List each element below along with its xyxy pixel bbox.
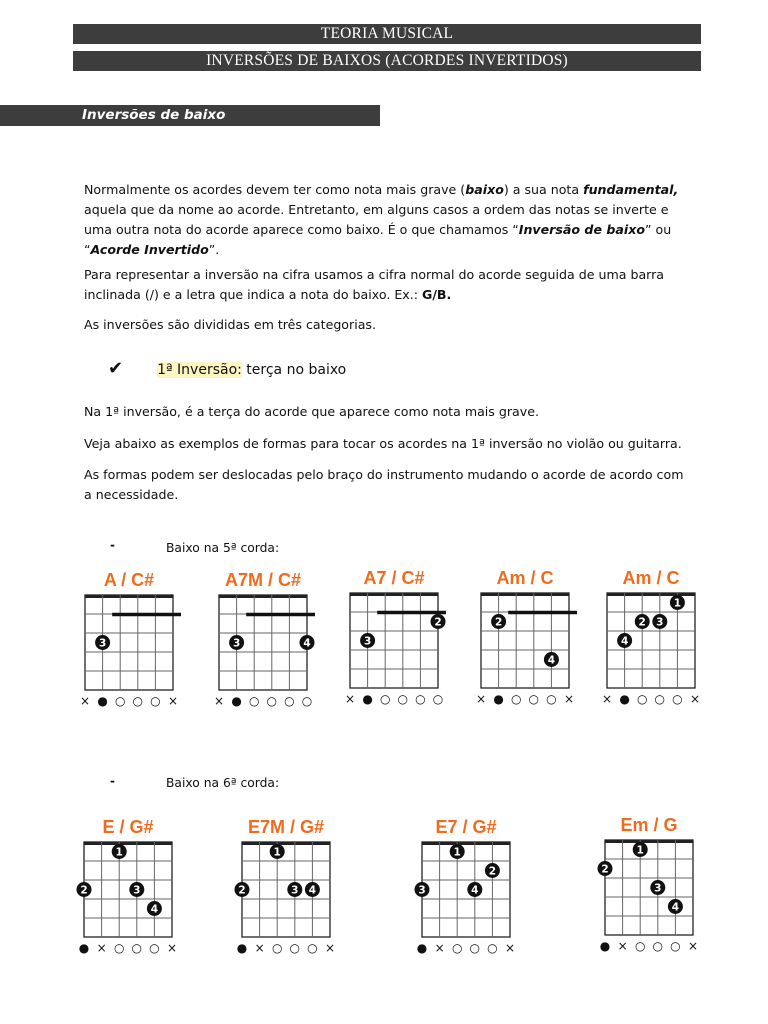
first-inversion-paragraph-3: As formas podem ser deslocadas pelo braço do instrumento mudando o acorde de acordo com a necessidade. — [84, 467, 684, 502]
string-marker: ○ — [510, 692, 522, 706]
finger-number: 4 — [150, 903, 159, 916]
chord-name: A7 / C# — [363, 568, 425, 588]
string-marker: × — [689, 692, 701, 706]
finger-number: 3 — [98, 637, 107, 650]
string-marker: ○ — [546, 692, 557, 706]
string-marker: ○ — [634, 939, 646, 953]
string-marker: ○ — [131, 941, 143, 955]
string-marker: ○ — [469, 941, 481, 955]
finger-number: 2 — [488, 865, 497, 878]
finger-number: 4 — [671, 901, 680, 914]
finger-number: 1 — [273, 846, 281, 859]
string-marker: ○ — [271, 941, 283, 955]
finger-number: 3 — [363, 635, 372, 648]
string-marker: ○ — [379, 692, 391, 706]
string-marker: × — [601, 692, 613, 706]
string-marker: ○ — [654, 692, 666, 706]
bullet-dash-5th-string: - — [110, 538, 115, 552]
string-marker: × — [687, 939, 699, 953]
bullet-dash-6th-string: - — [110, 774, 115, 788]
fretboard — [84, 842, 172, 937]
string-marker: × — [563, 692, 575, 706]
string-marker: ○ — [113, 941, 125, 955]
header-subtitle: INVERSÕES DE BAIXOS (ACORDES INVERTIDOS) — [73, 51, 701, 71]
group-label-6th-string: Baixo na 6ª corda: — [166, 776, 280, 790]
string-marker: ○ — [266, 694, 278, 708]
string-marker: × — [434, 941, 445, 955]
string-marker: ● — [493, 692, 504, 706]
finger-number: 2 — [601, 863, 609, 876]
string-marker: ○ — [397, 692, 409, 706]
check-icon: ✔ — [108, 358, 124, 379]
finger-number: 2 — [494, 616, 503, 629]
header-title: TEORIA MUSICAL — [73, 24, 701, 44]
first-inversion-paragraph-1: Na 1ª inversão, é a terça do acorde que aparece como nota mais grave. — [84, 404, 539, 419]
string-marker: ○ — [114, 694, 126, 708]
string-marker: ○ — [307, 941, 318, 955]
chord-name: E7 / G# — [435, 817, 497, 837]
string-marker: ○ — [636, 692, 648, 706]
group-label-5th-string: Baixo na 5ª corda: — [166, 541, 280, 555]
string-marker: ○ — [670, 939, 681, 953]
string-marker: × — [475, 692, 487, 706]
string-marker: × — [96, 941, 107, 955]
string-marker: ● — [236, 941, 248, 955]
finger-number: 1 — [636, 844, 644, 857]
finger-number: 1 — [453, 846, 461, 859]
chord-name: Em / G — [620, 815, 678, 835]
string-marker: ○ — [301, 694, 313, 708]
string-marker: ● — [97, 694, 108, 708]
string-marker: ● — [362, 692, 373, 706]
string-marker: × — [254, 941, 265, 955]
finger-number: 4 — [303, 637, 311, 650]
string-marker: × — [344, 692, 356, 706]
chord-diagram-row2-3 — [415, 817, 516, 955]
finger-number: 4 — [620, 635, 629, 648]
finger-number: 3 — [654, 882, 662, 895]
first-inversion-paragraph-2: Veja abaixo as exemplos de formas para tocar os acordes na 1ª inversão no violão ou guitarra. — [84, 436, 682, 451]
string-marker: × — [324, 941, 336, 955]
string-marker: ○ — [415, 692, 426, 706]
chord-name: A7M / C# — [224, 570, 302, 590]
section-title: Inversões de baixo — [82, 107, 226, 123]
chord-diagram-row1-5 — [602, 568, 700, 706]
string-marker: ○ — [248, 694, 260, 708]
finger-number: 3 — [291, 884, 299, 897]
finger-number: 2 — [80, 884, 88, 897]
chord-diagram-row1-3 — [345, 568, 446, 706]
chord-diagram-row2-2 — [235, 817, 336, 955]
finger-number: 3 — [133, 884, 141, 897]
string-marker: ● — [231, 694, 242, 708]
string-marker: × — [504, 941, 516, 955]
intro-paragraph-1: Normalmente os acordes devem ter como nota mais grave (baixo) a sua nota fundamental, aquela que da nome ao acorde. Entretanto, em alguns casos a ordem das notas se inverte e uma outra nota do acorde aparece como baixo. É o que chamamos “Inversão de baixo” ou “Acorde Invertido”. — [84, 182, 679, 257]
string-marker: ○ — [672, 692, 683, 706]
finger-number: 2 — [238, 884, 246, 897]
string-marker: ○ — [487, 941, 498, 955]
chord-diagram-row1-4 — [476, 568, 577, 706]
string-marker: × — [213, 694, 225, 708]
first-inversion-label: 1ª Inversão: — [157, 362, 242, 378]
string-marker: ● — [619, 692, 630, 706]
chord-diagram-row1-1 — [80, 570, 181, 708]
intro-paragraph-3: As inversões são divididas em três categorias. — [84, 317, 376, 332]
fretboard — [422, 842, 510, 937]
finger-number: 2 — [434, 616, 442, 629]
fretboard — [605, 840, 693, 935]
string-marker: ○ — [284, 694, 295, 708]
string-marker: ○ — [149, 941, 160, 955]
intro-paragraph-2: Para representar a inversão na cifra usamos a cifra normal do acorde seguida de uma barra inclinada (/) e a letra que indica a nota do baixo. Ex.: G/B. — [84, 267, 665, 302]
string-marker: ● — [416, 941, 428, 955]
string-marker: ● — [599, 939, 611, 953]
chord-diagram-row2-1 — [77, 817, 178, 955]
chord-name: Am / C — [496, 568, 554, 588]
chord-name: E7M / G# — [247, 817, 325, 837]
string-marker: × — [167, 694, 179, 708]
finger-number: 3 — [232, 637, 241, 650]
string-marker: ○ — [528, 692, 540, 706]
first-inversion-description: terça no baixo — [241, 362, 347, 378]
string-marker: ○ — [432, 692, 444, 706]
chord-diagram-row1-2 — [214, 570, 315, 708]
finger-number: 4 — [471, 884, 479, 897]
string-marker: × — [166, 941, 178, 955]
string-marker: ○ — [289, 941, 301, 955]
string-marker: × — [79, 694, 91, 708]
string-marker: ● — [78, 941, 90, 955]
string-marker: ○ — [451, 941, 463, 955]
finger-number: 4 — [308, 884, 317, 897]
string-marker: ○ — [652, 939, 664, 953]
finger-number: 1 — [115, 846, 123, 859]
string-marker: ○ — [132, 694, 144, 708]
finger-number: 3 — [656, 616, 664, 629]
finger-number: 2 — [638, 616, 646, 629]
chord-diagram-row2-4 — [598, 815, 699, 953]
string-marker: ○ — [150, 694, 161, 708]
finger-number: 3 — [418, 884, 426, 897]
fretboard — [481, 593, 569, 688]
chord-name: E / G# — [102, 817, 154, 837]
string-marker: × — [617, 939, 628, 953]
finger-number: 1 — [673, 597, 682, 610]
chord-name: Am / C — [622, 568, 680, 588]
chord-name: A / C# — [103, 570, 155, 590]
finger-number: 4 — [547, 654, 556, 667]
